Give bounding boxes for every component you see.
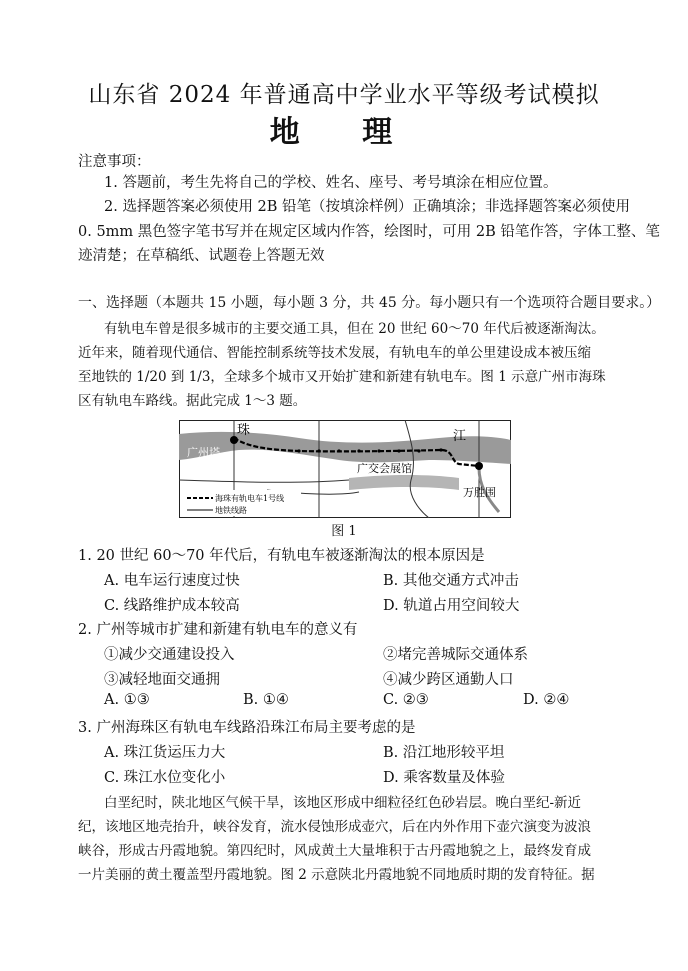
subject-title: 地 理 [269,115,419,150]
question-2-stem: 2. 广州等城市扩建和新建有轨电车的意义有 [78,622,358,638]
notes-item-2-line-2: 0. 5mm 黑色签字笔书写并在规定区域内作答，绘图时，可用 2B 铅笔作答，字体工整、笔 [78,224,660,240]
question-3-stem: 3. 广州海珠区有轨电车线路沿珠江布局主要考虑的是 [78,720,416,736]
question-1-option-a: A. 电车运行速度过快 [104,573,240,589]
passage-2-line: 纪，该地区地壳抬升，峡谷发育，流水侵蚀形成壶穴，后在内外作用下壶穴演变为波浪 [78,819,591,835]
question-2-statement-2: ②堵完善城际交通体系 [383,647,528,663]
wanshengwei-marker [475,462,483,470]
map-label-jiang: 江 [453,429,467,444]
map-legend [183,490,301,516]
legend-tram-label: 海珠有轨电车1号线 [215,494,285,503]
figure-1-map [179,420,511,518]
notes-item-2-line-3: 迹清楚；在草稿纸、试题卷上答题无效 [78,248,325,264]
question-2-statement-3: ③减轻地面交通拥 [104,672,220,688]
passage-1-line: 有轨电车曾是很多城市的主要交通工具，但在 20 世纪 60～70 年代后被逐渐淘汰。 [104,321,605,337]
passage-1-line: 近年来，随着现代通信、智能控制系统等技术发展，有轨电车的单公里建设成本被压缩 [78,345,591,361]
question-2-option-a: A. ①③ [104,692,150,708]
question-2-option-c: C. ②③ [383,692,429,708]
passage-2-line: 白垩纪时，陕北地区气候干旱，该地区形成中细粒径红色砂岩层。晚白垩纪-新近 [104,795,582,811]
question-3-option-b: B. 沿江地形较平坦 [383,745,505,761]
question-3-option-d: D. 乘客数量及体验 [383,770,505,786]
legend-metro-label: 地铁线路 [215,506,247,515]
passage-2-line: 一片美丽的黄土覆盖型丹霞地貌。图 2 示意陕北丹霞地貌不同地质时期的发育特征。据 [78,867,595,883]
map-label-expo: 广交会展馆 [357,462,412,475]
passage-1-line: 至地铁的 1/20 到 1/3，全球多个城市又开始扩建和新建有轨电车。图 1 示意广州市海珠 [78,369,606,385]
section-1-heading: 一、选择题（本题共 15 小题，每小题 3 分，共 45 分。每小题只有一个选项符合题目要求。） [78,295,661,311]
question-1-stem: 1. 20 世纪 60～70 年代后，有轨电车被逐渐淘汰的根本原因是 [78,548,485,564]
question-2-option-b: B. ①④ [243,692,289,708]
passage-2-line: 峡谷，形成古丹霞地貌。第四纪时，风成黄土大量堆积于古丹霞地貌之上，最终发育成 [78,843,591,859]
notes-heading: 注意事项： [78,154,151,170]
map-label-zhu: 珠 [237,423,251,438]
question-3-option-c: C. 珠江水位变化小 [104,770,226,786]
map-label-wanshengwei: 万胜围 [463,486,496,499]
question-2-statement-4: ④减少跨区通勤人口 [383,672,514,688]
passage-1-line: 区有轨电车路线。据此完成 1～3 题。 [78,393,307,409]
question-2-option-d: D. ②④ [523,692,570,708]
figure-1-caption: 图 1 [331,524,357,539]
map-label-tower: 广州塔 [187,446,220,459]
question-1-option-d: D. 轨道占用空间较大 [383,598,520,614]
question-1-option-b: B. 其他交通方式冲击 [383,573,519,589]
question-2-statement-1: ①减少交通建设投入 [104,647,235,663]
exam-title: 山东省 2024 年普通高中学业水平等级考试模拟 [88,82,600,108]
notes-item-2-line-1: 2. 选择题答案必须使用 2B 铅笔（按填涂样例）正确填涂；非选择题答案必须使用 [104,199,631,215]
question-1-option-c: C. 线路维护成本较高 [104,598,240,614]
notes-item-1: 1. 答题前，考生先将自己的学校、姓名、座号、考号填涂在相应位置。 [104,175,558,191]
question-3-option-a: A. 珠江货运压力大 [104,745,226,761]
